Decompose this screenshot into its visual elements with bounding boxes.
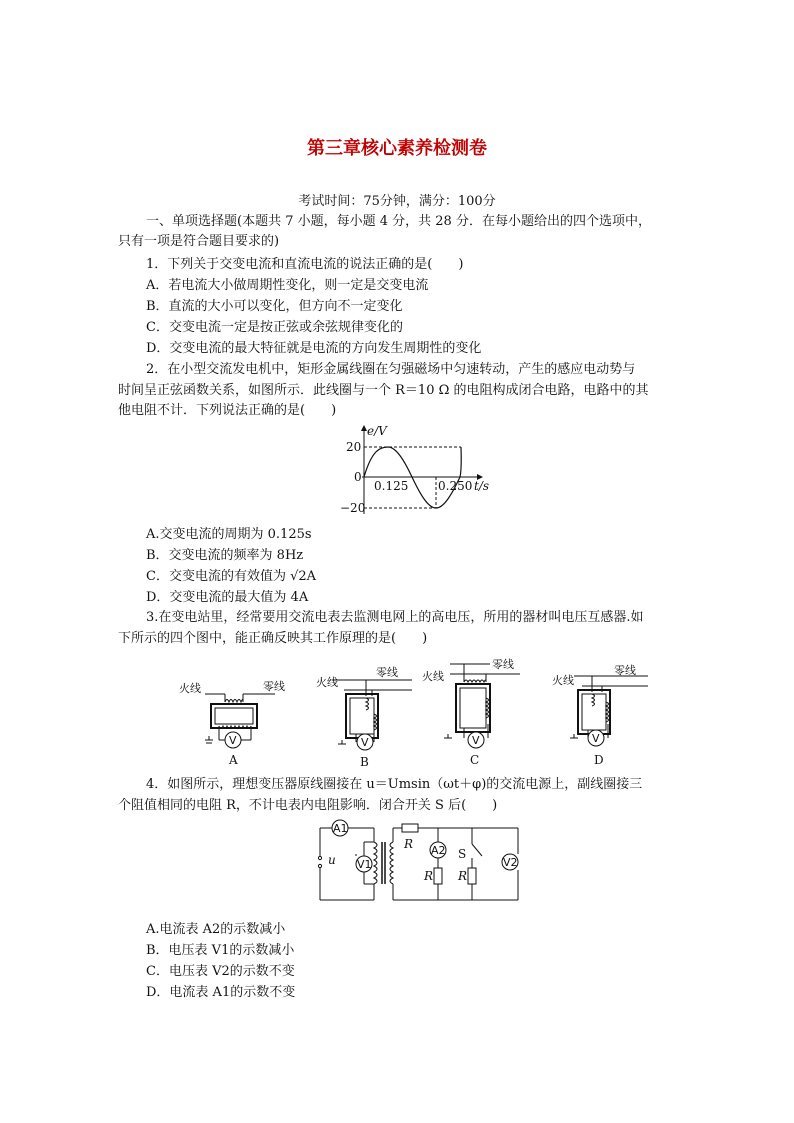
q2-stem-line3: 他电阻不计．下列说法正确的是( ) [118,403,337,418]
q1-stem: 1．下列关于交变电流和直流电流的说法正确的是( ) [146,257,464,272]
q2-stem-line2: 时间呈正弦函数关系，如图所示．此线圈与一个 R＝10 Ω 的电阻构成闭合电路，电路中的其 [118,383,649,398]
neutral-wire-label: 零线 [492,658,514,671]
svg-text:R: R [404,837,414,851]
y-tick-neg20: −20 [340,501,366,515]
svg-text:V: V [472,734,480,747]
svg-text:A2: A2 [431,844,446,857]
svg-text:V2: V2 [503,856,518,869]
q2-option-b: B．交变电流的频率为 8Hz [146,548,304,563]
neutral-wire-label: 零线 [376,666,398,679]
svg-text:R: R [458,869,468,883]
resistor-r-middle [434,868,442,884]
y-tick-20: 20 [346,440,362,454]
resistor-r-top [402,824,418,832]
source-u-label: u [328,853,336,867]
q2-option-a: A.交变电流的周期为 0.125s [146,527,312,542]
option-label-d: D [594,753,604,767]
x-axis-label: t/s [474,479,490,493]
x-tick-0125: 0.125 [374,479,409,493]
resistor-r-right [468,868,476,884]
section1-header-line2: 只有一项是符合题目要求的) [118,234,280,249]
q2-stem-line1: 2．在小型交流发电机中，矩形金属线圈在匀强磁场中匀速转动，产生的感应电动势与 [146,362,636,377]
exam-info: 考试时间：75分钟，满分：100分 [298,194,496,209]
q1-option-d: D．交变电流的最大特征就是电流的方向发生周期性的变化 [146,341,482,356]
q2-option-d: D．交变电流的最大值为 4A [146,590,309,605]
emf-time-graph [336,420,496,520]
q1-option-c: C．交变电流一定是按正弦或余弦规律变化的 [146,320,403,335]
q3-stem-line2: 下所示的四个图中，能正确反映其工作原理的是( ) [118,631,428,646]
q3-figure-c [420,652,530,770]
q3-figure-b [312,660,422,770]
svg-text:V1: V1 [357,858,372,871]
y-axis-label: e/V [367,424,387,438]
option-label-b: B [360,755,369,769]
svg-text:S: S [458,847,467,861]
x-tick-0250: 0.250 [438,479,473,493]
svg-text:R: R [424,869,434,883]
q4-option-c: C．电压表 V2的示数不变 [146,964,295,979]
svg-text:V: V [229,734,237,747]
section1-header-line1: 一、单项选择题(本题共 7 小题，每小题 4 分，共 28 分．在每小题给出的四个选项中， [146,214,651,229]
q4-circuit-diagram [306,818,526,908]
svg-text:V: V [361,736,369,749]
q3-figure-a [175,672,295,768]
page-title: 第三章核心素养检测卷 [307,138,487,159]
q4-option-d: D．电流表 A1的示数不变 [146,985,296,1000]
option-label-c: C [470,753,480,767]
svg-text:A1: A1 [333,822,348,835]
q2-option-c: C．交变电流的有效值为 √2A [146,569,317,584]
neutral-wire-label: 零线 [614,664,636,677]
option-label-a: A [229,753,238,767]
q4-stem-line2: 个阻值相同的电阻 R，不计电表内电阻影响．闭合开关 S 后( ) [118,798,498,813]
switch-s [472,844,482,856]
q4-stem-line1: 4．如图所示，理想变压器原线圈接在 u＝Umsin（ωt＋φ)的交流电源上，副线圈接三 [146,777,643,792]
y-tick-0: 0 [354,470,362,484]
q3-stem-line1: 3.在变电站里，经常要用交流电表去监测电网上的高电压，所用的器材叫电压互感器.如 [146,610,644,625]
q4-option-b: B．电压表 V1的示数减小 [146,943,295,958]
q1-option-a: A．若电流大小做周期性变化，则一定是交变电流 [146,278,429,293]
neutral-wire-label: 零线 [263,680,285,693]
fire-wire-label: 火线 [179,682,201,695]
q1-option-b: B．直流的大小可以变化，但方向不一定变化 [146,299,403,314]
fire-wire-label: 火线 [422,670,444,683]
fire-wire-label: 火线 [552,674,574,687]
svg-text:V: V [592,732,600,745]
q3-figure-d [548,658,658,770]
q4-option-a: A.电流表 A2的示数减小 [146,922,286,937]
fire-wire-label: 火线 [316,676,338,689]
